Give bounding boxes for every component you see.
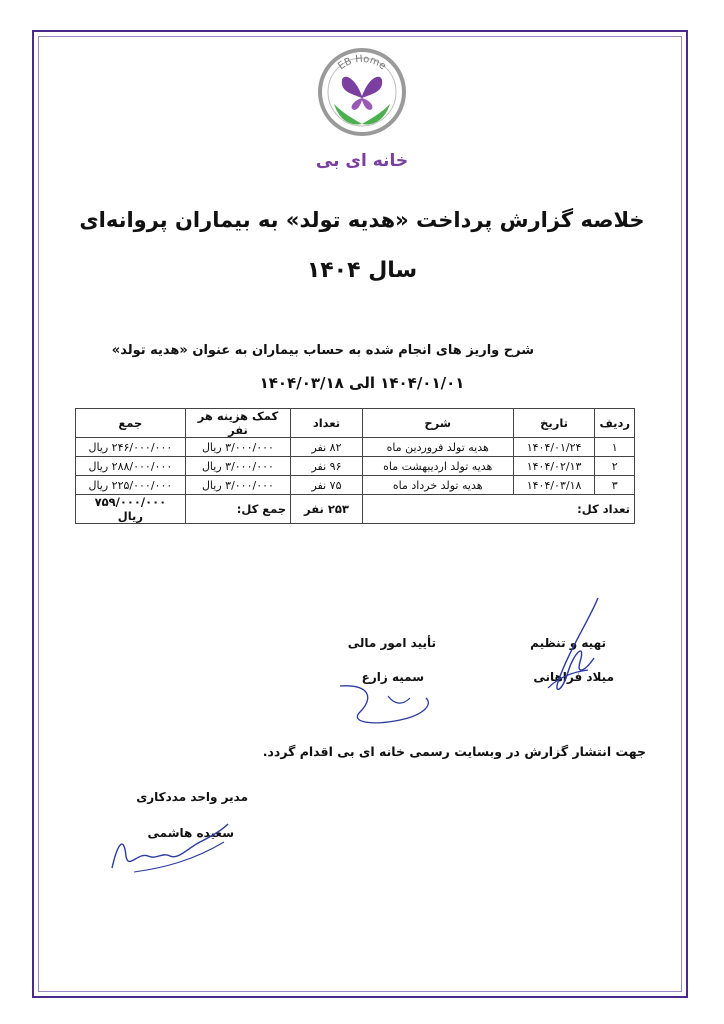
cell-sum: ۲۲۵/۰۰۰/۰۰۰ ریال: [76, 476, 186, 495]
header-count: تعداد: [291, 409, 363, 438]
header-sum: جمع: [76, 409, 186, 438]
cell-date: ۱۴۰۴/۰۲/۱۳: [513, 457, 595, 476]
publication-note: جهت انتشار گزارش در وبسایت رسمی خانه ای بی اقدام گردد.: [262, 744, 646, 759]
cell-row-number: ۳: [595, 476, 635, 495]
cell-row-number: ۲: [595, 457, 635, 476]
cell-aid: ۳/۰۰۰/۰۰۰ ریال: [185, 457, 290, 476]
cell-row-number: ۱: [595, 438, 635, 457]
total-count-value: ۲۵۳ نفر: [291, 495, 363, 524]
cell-aid: ۳/۰۰۰/۰۰۰ ریال: [185, 438, 290, 457]
cell-aid: ۳/۰۰۰/۰۰۰ ریال: [185, 476, 290, 495]
signature-prepared: [528, 592, 618, 702]
report-description: شرح واریز های انجام شده به حساب بیماران به عنوان «هدیه تولد»: [111, 343, 534, 358]
cell-sum: ۲۴۶/۰۰۰/۰۰۰ ریال: [76, 438, 186, 457]
date-range: ۱۴۰۴/۰۱/۰۱ الی ۱۴۰۴/۰۳/۱۸: [259, 374, 465, 392]
total-count-label: تعداد کل:: [362, 495, 634, 524]
header-aid-per-person: کمک هزینه هر نفر: [185, 409, 290, 438]
manager-name: سعیده هاشمی: [147, 826, 234, 840]
cell-sum: ۲۸۸/۰۰۰/۰۰۰ ریال: [76, 457, 186, 476]
cell-description: هدیه تولد خرداد ماه: [362, 476, 513, 495]
signature-manager: [104, 812, 234, 882]
total-sum-label: جمع کل:: [185, 495, 290, 524]
table-row: [76, 476, 635, 495]
table-header-row: [76, 409, 635, 438]
header-date: تاریخ: [513, 409, 595, 438]
report-title: خلاصه گزارش پرداخت «هدیه تولد» به بیماران پروانه‌ای: [79, 208, 645, 232]
finance-approval-name: سمیه زارع: [361, 670, 424, 684]
manager-role: مدیر واحد مددکاری: [136, 790, 248, 804]
signature-finance: [330, 676, 450, 736]
cell-description: هدیه تولد اردیبهشت ماه: [362, 457, 513, 476]
cell-date: ۱۴۰۴/۰۱/۲۴: [513, 438, 595, 457]
header-row-number: ردیف: [595, 409, 635, 438]
cell-count: ۸۲ نفر: [291, 438, 363, 457]
total-sum-value: ۷۵۹/۰۰۰/۰۰۰ ریال: [76, 495, 186, 524]
finance-approval-role: تأیید امور مالی: [347, 636, 436, 650]
prepared-by-name: میلاد فراهانی: [533, 670, 614, 684]
table-row: [76, 457, 635, 476]
report-year: سال ۱۴۰۴: [306, 258, 418, 283]
cell-count: ۷۵ نفر: [291, 476, 363, 495]
cell-count: ۹۶ نفر: [291, 457, 363, 476]
totals-row: [76, 495, 635, 524]
logo-arc-text: EB Home: [336, 53, 388, 73]
cell-description: هدیه تولد فروردین ماه: [362, 438, 513, 457]
cell-date: ۱۴۰۴/۰۳/۱۸: [513, 476, 595, 495]
header-description: شرح: [362, 409, 513, 438]
payments-table: [75, 408, 635, 524]
eb-home-logo: [312, 44, 412, 174]
table-row: [76, 438, 635, 457]
prepared-by-role: تهیه و تنظیم: [530, 636, 606, 650]
logo-brand-text: خانه ای بی: [315, 151, 409, 171]
